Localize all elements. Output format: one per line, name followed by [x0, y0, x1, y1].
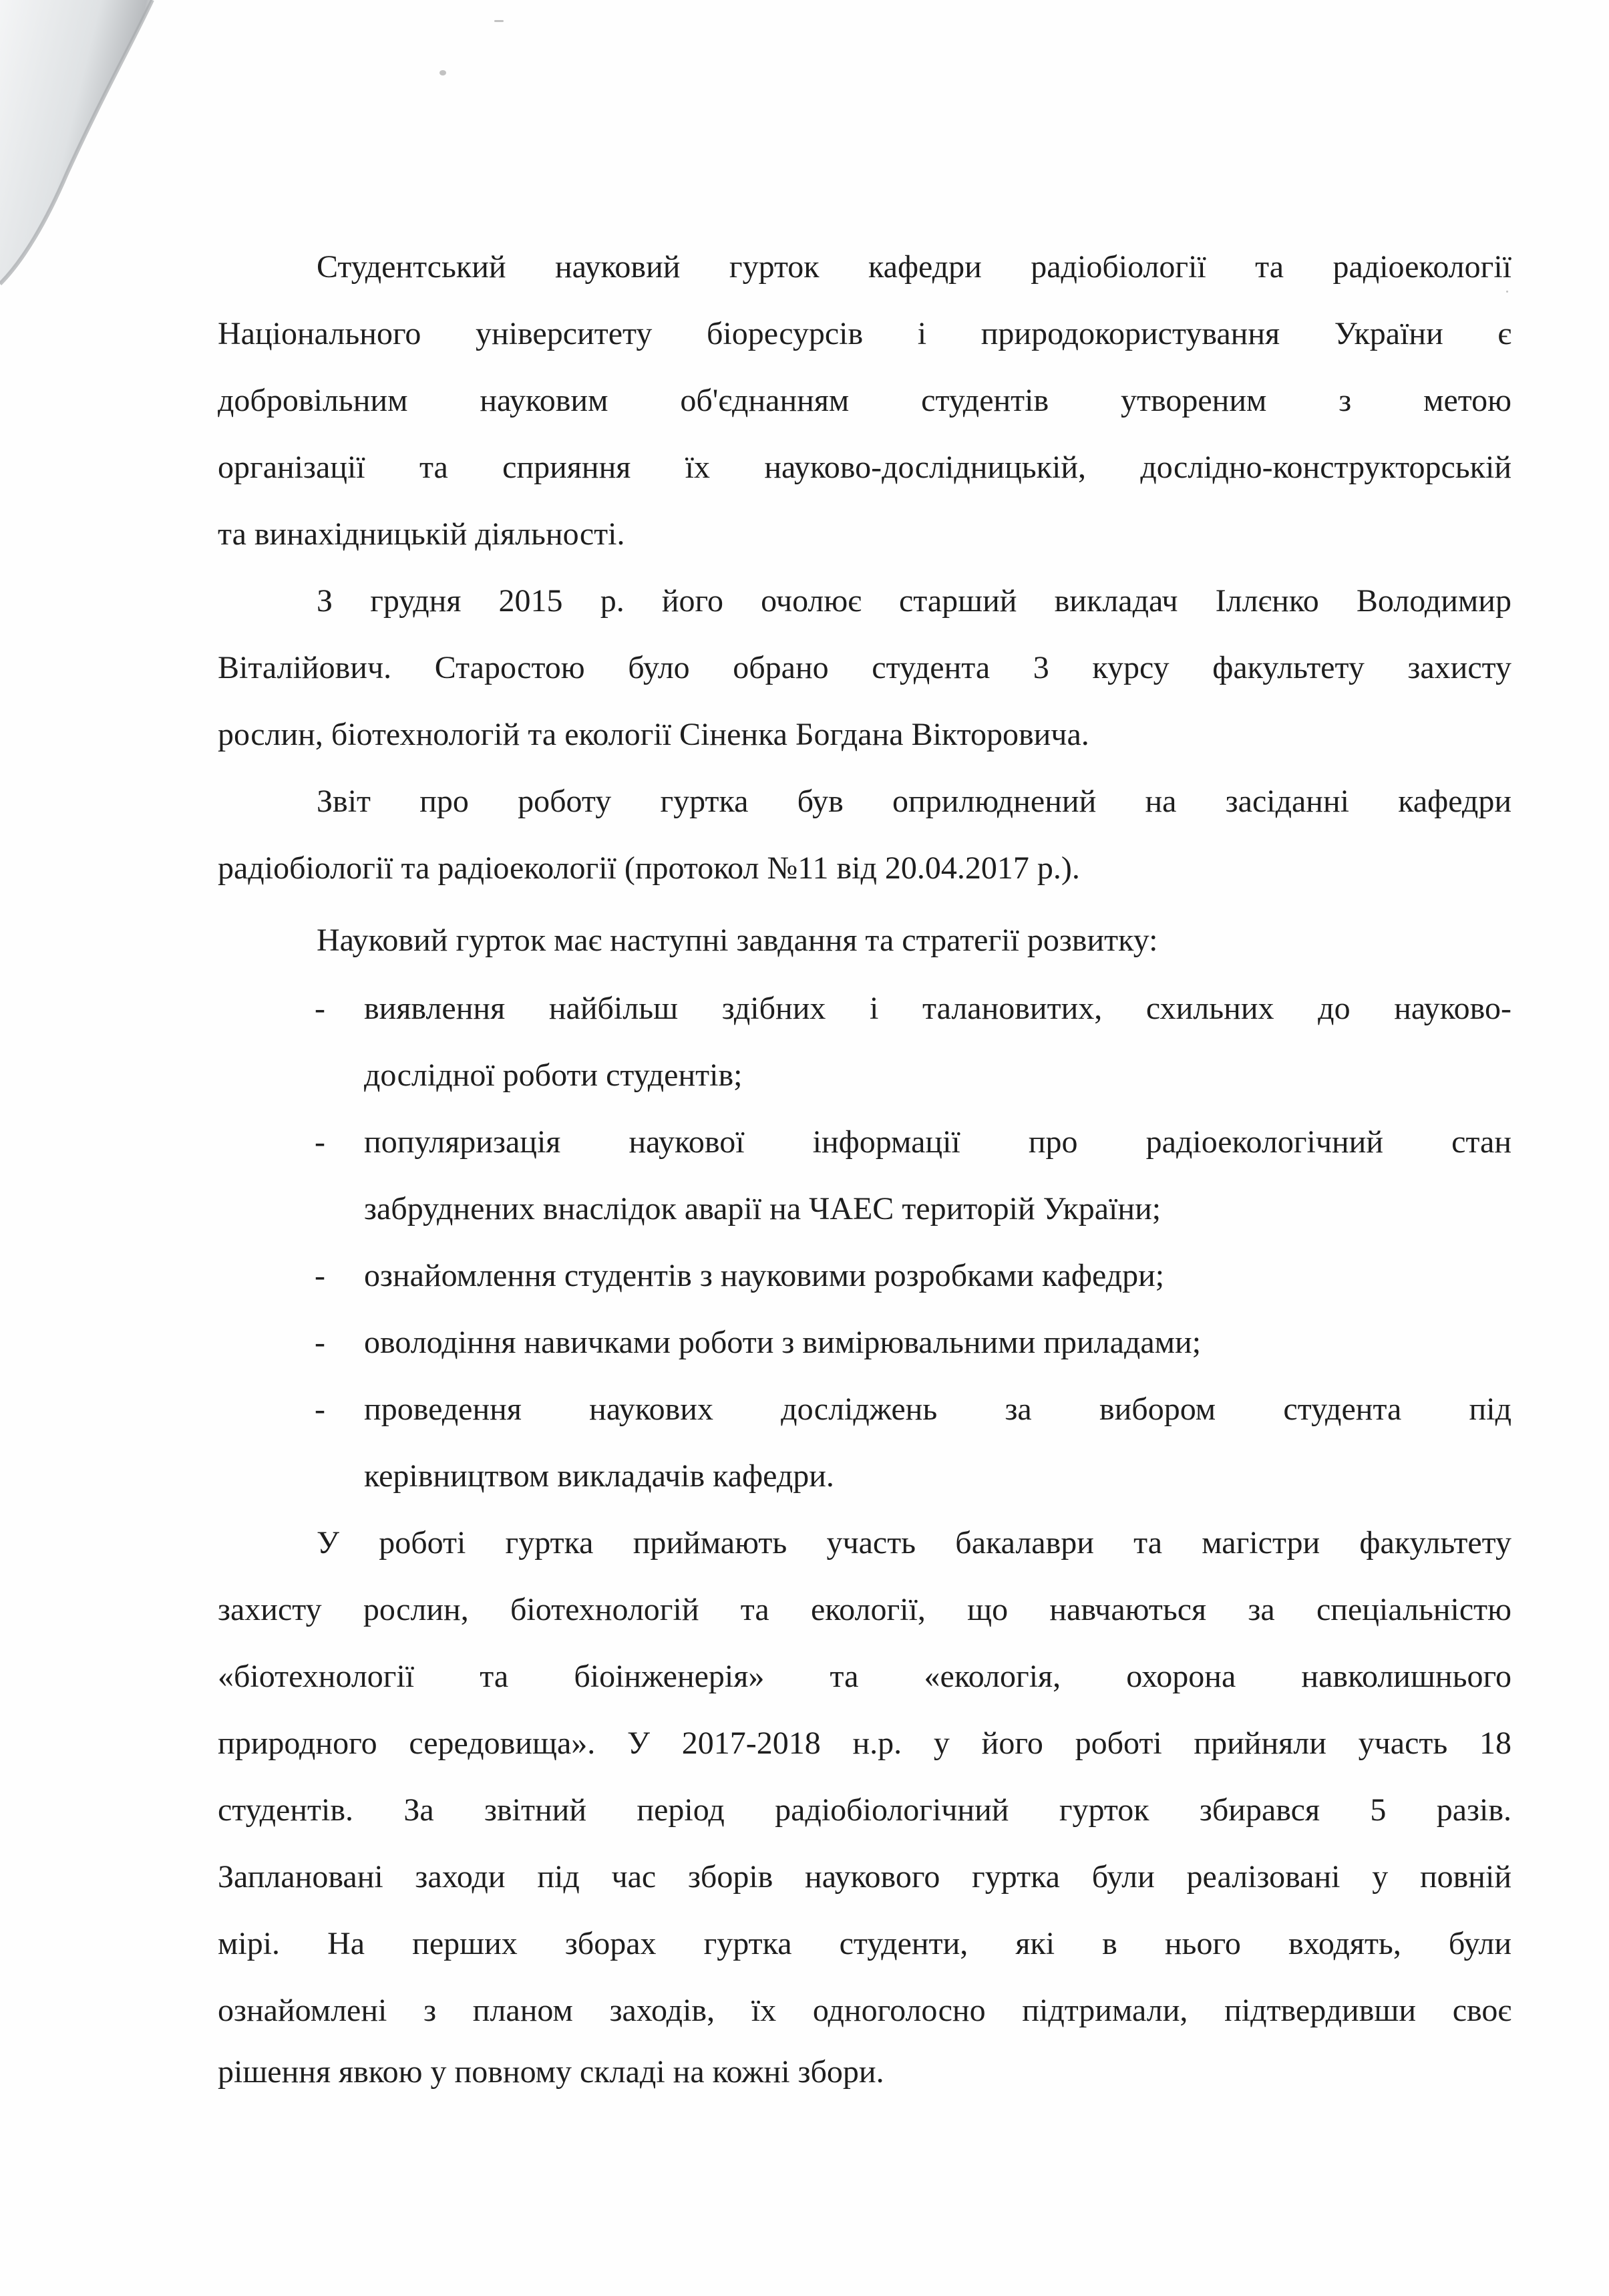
task-line: оволодіння навичками роботи з вимірювальними приладами;	[364, 1325, 1202, 1360]
scan-fold-shadow	[0, 0, 214, 347]
paragraph-line: ознайомлені з планом заходів, їх одноголосно підтримали, підтвердивши своє	[218, 1993, 1511, 2028]
task-line: ознайомлення студентів з науковими розробками кафедри;	[364, 1258, 1165, 1293]
paragraph-line: У роботі гуртка приймають участь бакалаври та магістри факультету	[317, 1525, 1511, 1561]
paragraph-line: Науковий гурток має наступні завдання та стратегії розвитку:	[317, 923, 1158, 958]
scan-speck	[439, 70, 446, 75]
paragraph-line: рішення явкою у повному складі на кожні збори.	[218, 2054, 884, 2090]
paragraph-line: студентів. За звітний період радіобіологічний гурток збирався 5 разів.	[218, 1792, 1511, 1828]
paragraph-line: Віталійович. Старостою було обрано студента 3 курсу факультету захисту	[218, 650, 1511, 685]
dash-bullet-icon: -	[315, 1258, 325, 1293]
paragraph-line: Заплановані заходи під час зборів наукового гуртка були реалізовані у повній	[218, 1859, 1511, 1895]
paragraph-line: З грудня 2015 р. його очолює старший викладач Іллєнко Володимир	[317, 583, 1511, 619]
dash-bullet-icon: -	[315, 1325, 325, 1360]
paragraph-line: та винахідницькій діяльності.	[218, 516, 625, 552]
task-line: популяризація наукової інформації про радіоекологічний стан	[364, 1124, 1511, 1160]
task-line: керівництвом викладачів кафедри.	[364, 1458, 834, 1494]
task-line: проведення наукових досліджень за вибором студента під	[364, 1391, 1511, 1427]
paragraph-line: Звіт про роботу гуртка був оприлюднений на засіданні кафедри	[317, 784, 1511, 819]
paragraph-line: Національного університету біоресурсів і природокористування України є	[218, 316, 1511, 351]
paragraph-line: природного середовища». У 2017-2018 н.р. у його роботі прийняли участь 18	[218, 1726, 1511, 1761]
dash-bullet-icon: -	[315, 1391, 325, 1427]
task-line: виявлення найбільш здібних і талановитих, схильних до науково-	[364, 991, 1511, 1026]
paragraph-line: «біотехнології та біоінженерія» та «екологія, охорона навколишнього	[218, 1659, 1511, 1694]
paragraph-line: радіобіології та радіоекології (протокол №11 від 20.04.2017 р.).	[218, 850, 1080, 886]
paragraph-line: добровільним науковим об'єднанням студентів утвореним з метою	[218, 383, 1511, 418]
task-line: забруднених внаслідок аварії на ЧАЕС територій України;	[364, 1191, 1161, 1226]
paragraph-line: організації та сприяння їх науково-дослідницькій, дослідно-конструкторській	[218, 450, 1511, 485]
paragraph-line: рослин, біотехнологій та екології Сіненка Богдана Вікторовича.	[218, 717, 1089, 752]
dash-bullet-icon: -	[315, 1124, 325, 1160]
dash-bullet-icon: -	[315, 991, 325, 1026]
task-line: дослідної роботи студентів;	[364, 1057, 743, 1093]
paragraph-line: захисту рослин, біотехнологій та екології, що навчаються за спеціальністю	[218, 1592, 1511, 1627]
scan-speck	[494, 20, 504, 22]
paragraph-line: Студентський науковий гурток кафедри радіобіології та радіоекології	[317, 249, 1511, 285]
paragraph-line: мірі. На перших зборах гуртка студенти, які в нього входять, були	[218, 1926, 1511, 1961]
